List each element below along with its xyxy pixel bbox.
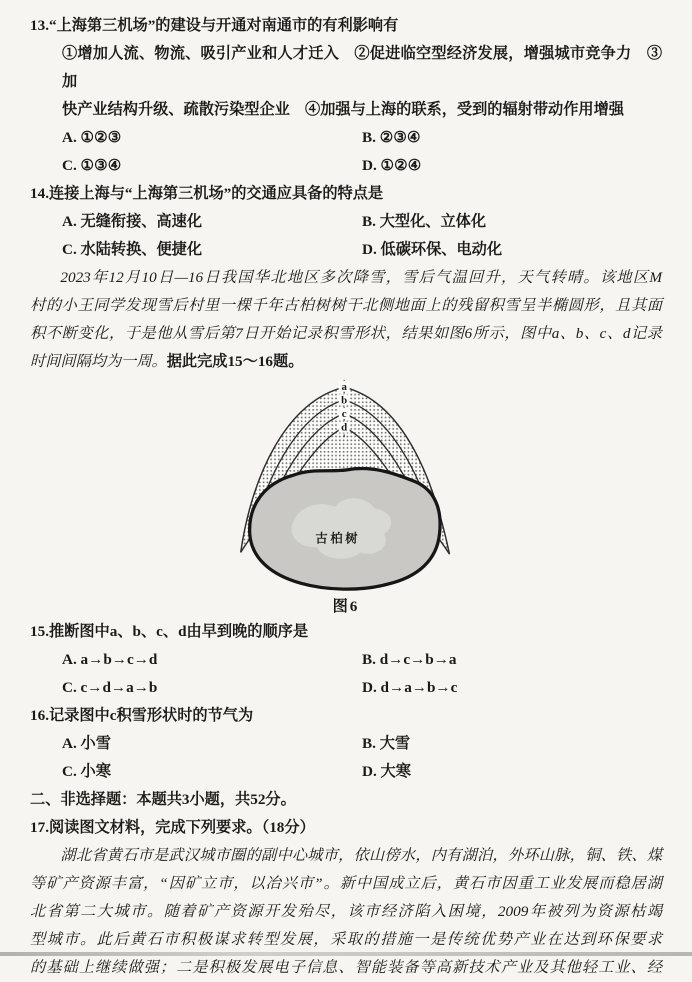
curve-label-d: d (341, 421, 348, 434)
question-14-option-c: C. 水陆转换、便捷化 (62, 241, 203, 258)
question-13-option-a: A. ①②③ (62, 129, 122, 146)
material-snow-instruction: 据此完成15～16题。 (166, 353, 304, 370)
question-13-choices-line-1: ①增加人流、物流、吸引产业和人才迁入 ②促进临空型经济发展，增强城市竞争力 ③加 (62, 45, 662, 90)
question-14-option-b: B. 大型化、立体化 (362, 213, 487, 230)
figure-caption: 图6 (332, 598, 360, 615)
material-paragraph-huangshi (30, 842, 662, 982)
curve-label-a: a (341, 380, 347, 393)
material-paragraph-snow (30, 264, 662, 376)
question-14-option-d: D. 低碳环保、电动化 (362, 241, 503, 258)
material-snow-line-1: 2023年12月10日—16日我国华北地区多次降雪，雪后气温回升，天气转晴。该地区M (60, 269, 662, 286)
question-13-option-b: B. ②③④ (362, 129, 421, 146)
curve-label-c: c (341, 408, 347, 421)
question-15-option-d: D. d→a→b→c (362, 679, 458, 696)
material-snow-line-4 (30, 348, 662, 376)
question-16 (30, 702, 662, 786)
question-15-stem: 15.推断图中a、b、c、d由早到晚的顺序是 (30, 623, 309, 640)
material-snow-line-4-text: 时间间隔均为一周。 (30, 353, 167, 370)
snow-diagram (228, 378, 464, 596)
question-14 (30, 180, 662, 264)
question-14-options-row-2 (30, 236, 662, 264)
scan-edge-artifact (0, 952, 692, 956)
question-16-option-c: C. 小寒 (62, 763, 111, 780)
material-huangshi-line-3: 北省第二大城市。随着矿产资源开发殆尽，该市经济陷入困境，2009年被列为资源枯竭 (30, 903, 662, 920)
question-17 (30, 814, 662, 982)
question-13-stem: 13.“上海第三机场”的建设与开通对南通市的有利影响有 (30, 17, 399, 34)
figure-6 (30, 378, 662, 618)
curve-label-b: b (341, 394, 348, 407)
material-snow-line-2: 村的小王同学发现雪后村里一棵千年古柏树树干北侧地面上的残留积雪呈半椭圆形，且其面 (30, 297, 662, 314)
question-16-option-a: A. 小雪 (62, 735, 111, 752)
material-huangshi-line-2: 等矿产资源丰富，“因矿立市，以冶兴市”。新中国成立后，黄石市因重工业发展而稳居湖 (30, 875, 662, 892)
question-16-option-d: D. 大寒 (362, 763, 411, 780)
question-15-options-row-2 (30, 674, 662, 702)
question-15 (30, 618, 662, 702)
question-13-option-c: C. ①③④ (62, 157, 122, 174)
material-huangshi-line-4: 型城市。此后黄石市积极谋求转型发展，采取的措施一是传统优势产业在达到环保要求 (30, 931, 662, 948)
question-13-choices-line-2: 快产业结构升级、疏散污染型企业 ④加强与上海的联系，受到的辐射带动作用增强 (62, 101, 624, 118)
question-15-option-a: A. a→b→c→d (62, 651, 158, 668)
question-13-options-row-1 (30, 124, 662, 152)
question-14-stem: 14.连接上海与“上海第三机场”的交通应具备的特点是 (30, 185, 384, 202)
section-2-header: 二、非选择题：本题共3小题，共52分。 (30, 791, 296, 808)
question-16-options-row-1 (30, 730, 662, 758)
question-13 (30, 12, 662, 180)
question-16-option-b: B. 大雪 (362, 735, 411, 752)
tree-label: 古柏树 (315, 531, 361, 546)
material-huangshi-line-5: 的基础上继续做强；二是积极发展电子信息、智能装备等高新技术产业及其他轻工业、经 (30, 959, 662, 976)
material-snow-line-3: 积不断变化，于是他从雪后第7日开始记录积雪形状，结果如图6所示，图中a、b、c、d记录 (30, 325, 662, 342)
question-16-stem: 16.记录图中c积雪形状时的节气为 (30, 707, 254, 724)
question-17-stem: 17.阅读图文材料，完成下列要求。（18分） (30, 819, 315, 836)
question-15-option-c: C. c→d→a→b (62, 679, 158, 696)
question-14-options-row-1 (30, 208, 662, 236)
question-15-option-b: B. d→c→b→a (362, 651, 457, 668)
material-huangshi-line-1: 湖北省黄石市是武汉城市圈的副中心城市，依山傍水，内有湖泊，外环山脉，铜、铁、煤 (60, 847, 662, 864)
question-16-options-row-2 (30, 758, 662, 786)
question-13-options-row-2 (30, 152, 662, 180)
question-15-options-row-1 (30, 646, 662, 674)
question-14-option-a: A. 无缝衔接、高速化 (62, 213, 203, 230)
question-13-option-d: D. ①②④ (362, 157, 422, 174)
